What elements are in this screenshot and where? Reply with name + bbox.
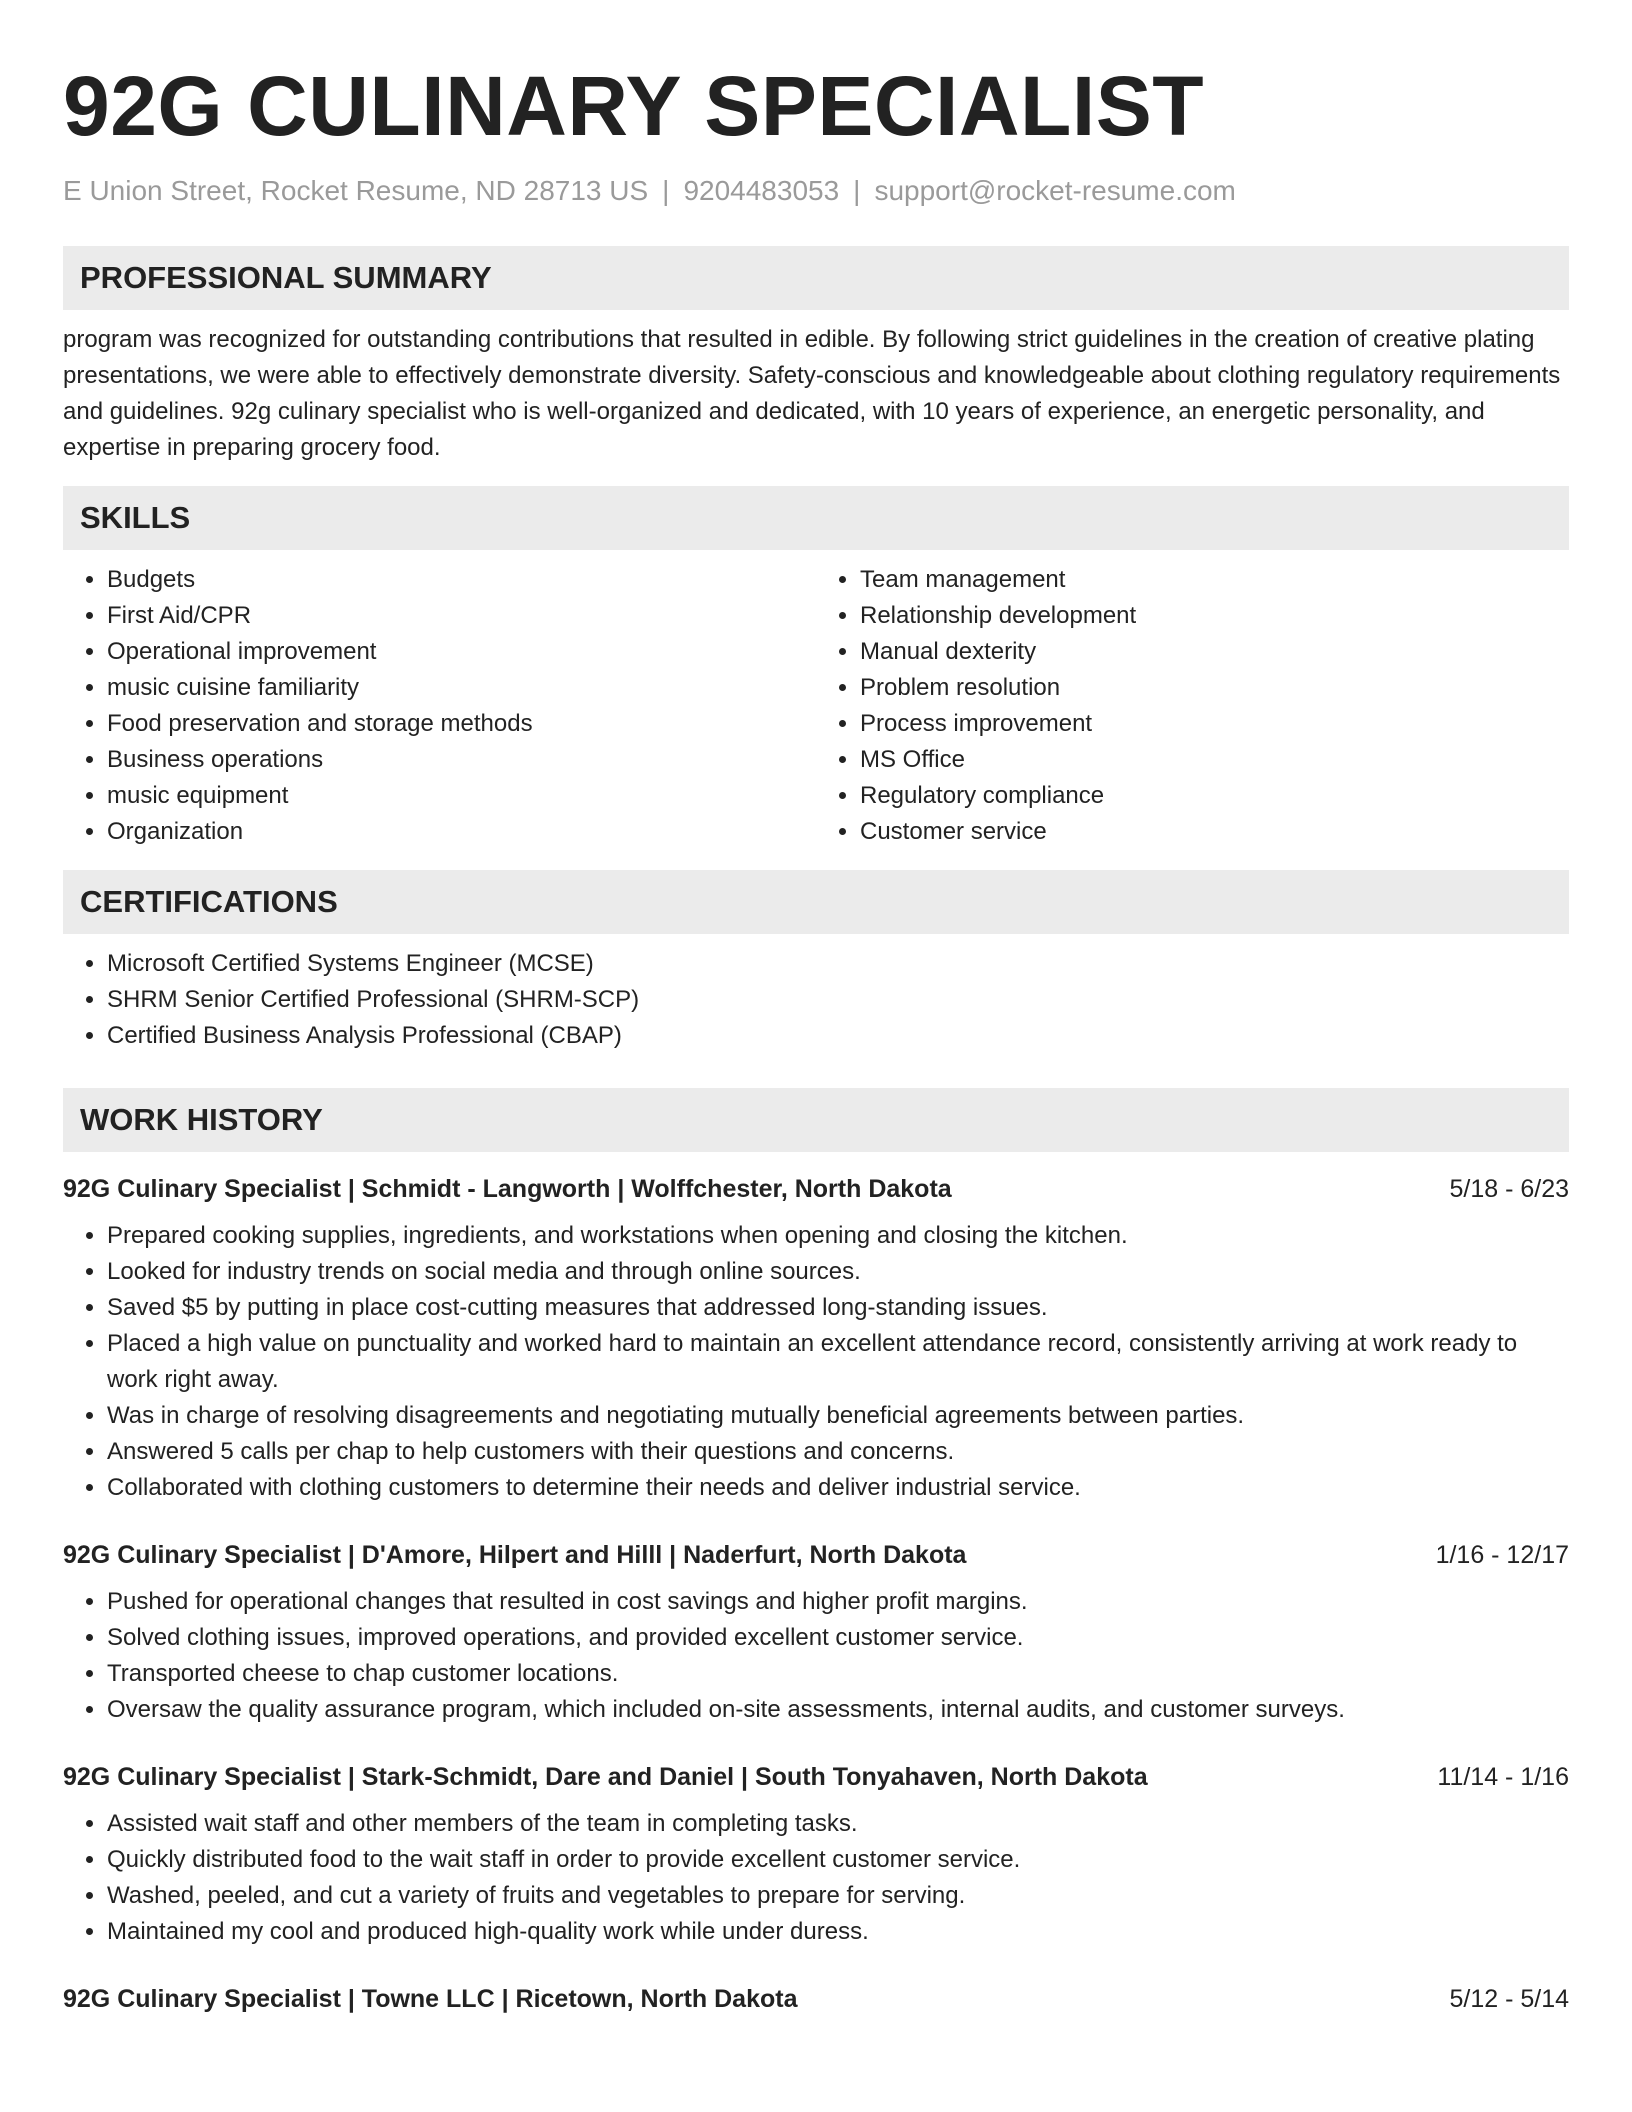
- list-item: • Answered 5 calls per chap to help customers with their questions and concerns.: [107, 1434, 1569, 1470]
- list-item: • Operational improvement: [107, 634, 816, 670]
- job-header: [63, 1172, 1569, 1206]
- certifications-list: [63, 946, 1569, 1054]
- list-item: • Microsoft Certified Systems Engineer (MCSE): [107, 946, 1569, 982]
- list-item: • Process improvement: [860, 706, 1569, 742]
- list-item: • Oversaw the quality assurance program, which included on-site assessments, internal audits, and customer surveys.: [107, 1692, 1569, 1728]
- job-dates: 1/16 - 12/17: [1435, 1541, 1569, 1569]
- summary-text: program was recognized for outstanding contributions that resulted in edible. By following strict guidelines in the creation of creative plating presentations, we were able to effectively demonstrate diversity. Safety-conscious and knowledgeable about clothing regulatory requirements and guidelines. 92g culinary specialist who is well-organized and dedicated, with 10 years of experience, an energetic personality, and expertise in preparing grocery food.: [63, 326, 1561, 461]
- list-item: • Solved clothing issues, improved operations, and provided excellent customer service.: [107, 1620, 1569, 1656]
- job-title: 92G Culinary Specialist | Schmidt - Langworth | Wolffchester, North Dakota: [63, 1175, 952, 1203]
- skills-column-left: [63, 562, 816, 850]
- contact-separator: |: [662, 175, 670, 206]
- list-item: • Looked for industry trends on social media and through online sources.: [107, 1254, 1569, 1290]
- list-item: • Collaborated with clothing customers to determine their needs and deliver industrial service.: [107, 1470, 1569, 1506]
- list-item: • music cuisine familiarity: [107, 670, 816, 706]
- list-item: • First Aid/CPR: [107, 598, 816, 634]
- list-item: • Prepared cooking supplies, ingredients, and workstations when opening and closing the kitchen.: [107, 1218, 1569, 1254]
- contact-email: support@rocket-resume.com: [874, 175, 1236, 206]
- list-item: • Quickly distributed food to the wait staff in order to provide excellent customer service.: [107, 1842, 1569, 1878]
- list-item: • Regulatory compliance: [860, 778, 1569, 814]
- job-bullets: [63, 1584, 1569, 1728]
- job-dates: 5/12 - 5/14: [1449, 1985, 1569, 2013]
- job-title: 92G Culinary Specialist | D'Amore, Hilpert and Hilll | Naderfurt, North Dakota: [63, 1541, 967, 1569]
- section-header-certifications: CERTIFICATIONS: [63, 870, 1569, 934]
- contact-separator: |: [853, 175, 861, 206]
- section-header-summary: PROFESSIONAL SUMMARY: [63, 246, 1569, 310]
- list-item: • MS Office: [860, 742, 1569, 778]
- list-item: • Problem resolution: [860, 670, 1569, 706]
- list-item: • Was in charge of resolving disagreements and negotiating mutually beneficial agreements between parties.: [107, 1398, 1569, 1434]
- list-item: • Relationship development: [860, 598, 1569, 634]
- list-item: • Customer service: [860, 814, 1569, 850]
- work-history-list: [63, 1172, 1569, 2016]
- list-item: • Manual dexterity: [860, 634, 1569, 670]
- job-bullets: [63, 1218, 1569, 1506]
- contact-phone: 9204483053: [683, 175, 840, 206]
- section-header-skills: SKILLS: [63, 486, 1569, 550]
- job-entry: [63, 1982, 1569, 2016]
- list-item: • Placed a high value on punctuality and worked hard to maintain an excellent attendance record, consistently arriving at work ready to work right away.: [107, 1326, 1569, 1398]
- list-item: • SHRM Senior Certified Professional (SHRM-SCP): [107, 982, 1569, 1018]
- list-item: • Saved $5 by putting in place cost-cutting measures that addressed long-standing issues.: [107, 1290, 1569, 1326]
- list-item: • Budgets: [107, 562, 816, 598]
- job-entry: [63, 1172, 1569, 1506]
- section-header-work-history: WORK HISTORY: [63, 1088, 1569, 1152]
- job-title: 92G Culinary Specialist | Stark-Schmidt, Dare and Daniel | South Tonyahaven, North Dakota: [63, 1763, 1148, 1791]
- contact-line: [63, 174, 1569, 208]
- job-dates: 5/18 - 6/23: [1449, 1175, 1569, 1203]
- skills-column-right: [816, 562, 1569, 850]
- job-title: 92G Culinary Specialist | Towne LLC | Ricetown, North Dakota: [63, 1985, 798, 2013]
- list-item: • Assisted wait staff and other members of the team in completing tasks.: [107, 1806, 1569, 1842]
- job-header: [63, 1760, 1569, 1794]
- job-header: [63, 1982, 1569, 2016]
- list-item: • Organization: [107, 814, 816, 850]
- list-item: • music equipment: [107, 778, 816, 814]
- skills-list: [63, 562, 1569, 850]
- job-entry: [63, 1760, 1569, 1950]
- list-item: • Team management: [860, 562, 1569, 598]
- list-item: • Business operations: [107, 742, 816, 778]
- candidate-name: 92G CULINARY SPECIALIST: [63, 59, 1205, 153]
- list-item: • Transported cheese to chap customer locations.: [107, 1656, 1569, 1692]
- contact-address: E Union Street, Rocket Resume, ND 28713 US: [63, 175, 649, 206]
- list-item: • Food preservation and storage methods: [107, 706, 816, 742]
- job-header: [63, 1538, 1569, 1572]
- list-item: • Certified Business Analysis Professional (CBAP): [107, 1018, 1569, 1054]
- job-bullets: [63, 1806, 1569, 1950]
- job-entry: [63, 1538, 1569, 1728]
- job-dates: 11/14 - 1/16: [1437, 1763, 1569, 1791]
- list-item: • Pushed for operational changes that resulted in cost savings and higher profit margins.: [107, 1584, 1569, 1620]
- list-item: • Maintained my cool and produced high-quality work while under duress.: [107, 1914, 1569, 1950]
- list-item: • Washed, peeled, and cut a variety of fruits and vegetables to prepare for serving.: [107, 1878, 1569, 1914]
